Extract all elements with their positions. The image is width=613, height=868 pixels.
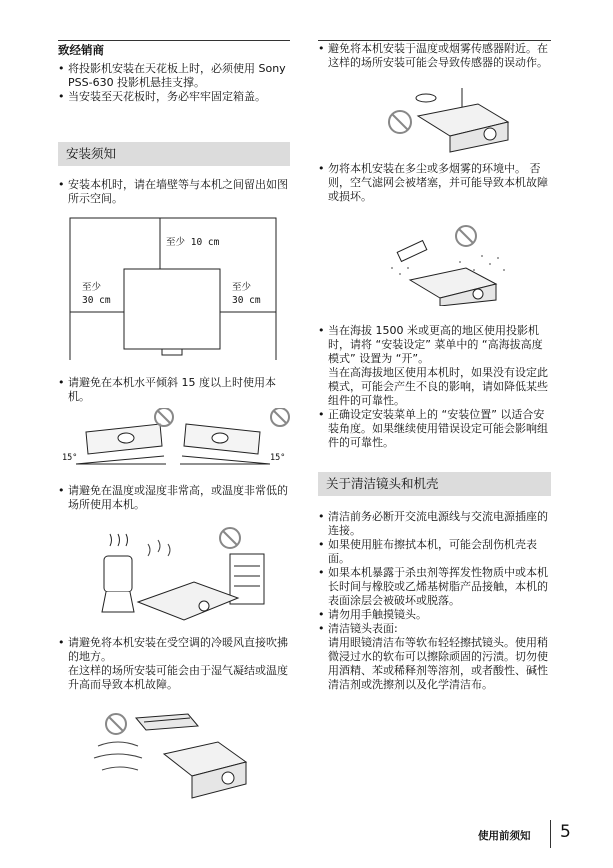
left-top-rule: [58, 40, 290, 41]
item-line: 当在海拔 1500 米或更高的地区使用投影机时，请将 “安装设定” 菜单中的 “高海拔高度模式” 设置为 “开”。: [328, 324, 543, 365]
footer-section-name: 使用前须知: [478, 830, 531, 842]
clean-section-heading: 关于清洁镜头和机壳: [318, 472, 551, 496]
tilt-illustration: [58, 408, 290, 474]
clean-list: [318, 510, 551, 692]
left-clearance-label-1: 至少: [82, 282, 102, 293]
list-item: • 请避免在本机水平倾斜 15 度以上时使用本机。: [58, 376, 290, 404]
item-title: 清洁镜头表面:: [328, 622, 398, 635]
left-clearance-label-2: 30 cm: [82, 295, 111, 306]
dealer-list: [58, 62, 290, 104]
footer-divider: [550, 820, 551, 848]
projector: [164, 742, 246, 798]
install-section-heading: 安装须知: [58, 142, 290, 166]
list-item: • 清洁前务必断开交流电源线与交流电源插座的连接。: [318, 510, 551, 538]
list-item: • 安装本机时，请在墙壁等与本机之间留出如图所示空间。: [58, 178, 290, 206]
projector: [138, 582, 238, 620]
list-item: • 勿将本机安装在多尘或多烟雾的环境中。 否则，空气滤网会被堵塞，并可能导致本机故障或损坏。: [318, 162, 551, 204]
lens-stub: [162, 349, 182, 355]
item-line: 当在高海拔地区使用本机时，如果没有设定此模式，可能会产生不良的影响，请如降低某些组件的可靠性。: [328, 366, 548, 407]
list-item: • 请勿用手触摸镜头。: [318, 608, 551, 622]
right-top-rule: [318, 40, 551, 41]
tilted-projector-left: [62, 424, 166, 464]
list-item: • 将投影机安装在天花板上时，必须使用 Sony PSS-630 投影机悬挂支撑。: [58, 62, 290, 90]
right-clearance-label-1: 至少: [232, 282, 252, 293]
top-clearance-label: 至少 10 cm: [166, 237, 220, 248]
install-list-1: [58, 178, 290, 206]
install-list-3: [58, 484, 290, 512]
humidifier-pot: [102, 534, 134, 612]
tilted-projector-right: [180, 424, 285, 464]
smoke-sensor: [416, 94, 436, 102]
right-clearance-label-2: 30 cm: [232, 295, 261, 306]
list-item: • 避免将本机安装于温度或烟雾传感器附近。在这样的场所安装可能会导致传感器的误动作。: [318, 42, 551, 70]
list-item: [58, 636, 290, 692]
right-list-1: [318, 42, 551, 70]
list-item: • 如果本机暴露于杀虫剂等挥发性物质中或本机长时间与橡胶或乙烯基树脂产品接触，本机的表面涂层会被破坏或脱落。: [318, 566, 551, 608]
heat-humidity-illustration: [98, 526, 288, 622]
right-list-2: [318, 162, 551, 204]
list-item: • 正确设定安装菜单上的 “安装位置” 以适合安装角度。如果继续使用错误设定可能会影响组件的可靠性。: [318, 408, 551, 450]
list-item: [318, 324, 551, 408]
air-conditioner-illustration: [78, 712, 258, 804]
cigarette: [397, 241, 427, 262]
install-list-4: [58, 636, 290, 692]
right-list-3: [318, 324, 551, 450]
sensor-illustration: [378, 88, 528, 154]
page-number: 5: [560, 822, 571, 842]
projector-box: [124, 269, 220, 349]
install-list-2: [58, 376, 290, 404]
dealer-heading: 致经销商: [58, 43, 104, 57]
item-line: 请避免将本机安装在受空调的冷暖风直接吹拂的地方。: [68, 636, 288, 663]
item-line: 在这样的场所安装可能会由于湿气凝结或温度升高而导致本机故障。: [68, 664, 288, 691]
svg-text:15°: 15°: [62, 453, 78, 463]
ceiling-ac-unit: [136, 714, 198, 730]
list-item: • 如果使用脏布擦拭本机，可能会刮伤机壳表面。: [318, 538, 551, 566]
list-item: [318, 622, 551, 692]
clearance-diagram: [58, 212, 290, 362]
svg-text:15°: 15°: [270, 453, 286, 463]
dust-illustration: [378, 224, 528, 306]
item-body: 请用眼镜清洁布等软布轻轻擦拭镜头。使用稍微浸过水的软布可以擦除顽固的污渍。切勿使用酒精、苯或稀释剂等溶剂，或者酸性、碱性清洁剂或洗擦剂以及化学清洁布。: [328, 636, 548, 691]
list-item: • 当安装至天花板时，务必牢牢固定箱盖。: [58, 90, 290, 104]
list-item: • 请避免在温度或湿度非常高，或温度非常低的场所使用本机。: [58, 484, 290, 512]
